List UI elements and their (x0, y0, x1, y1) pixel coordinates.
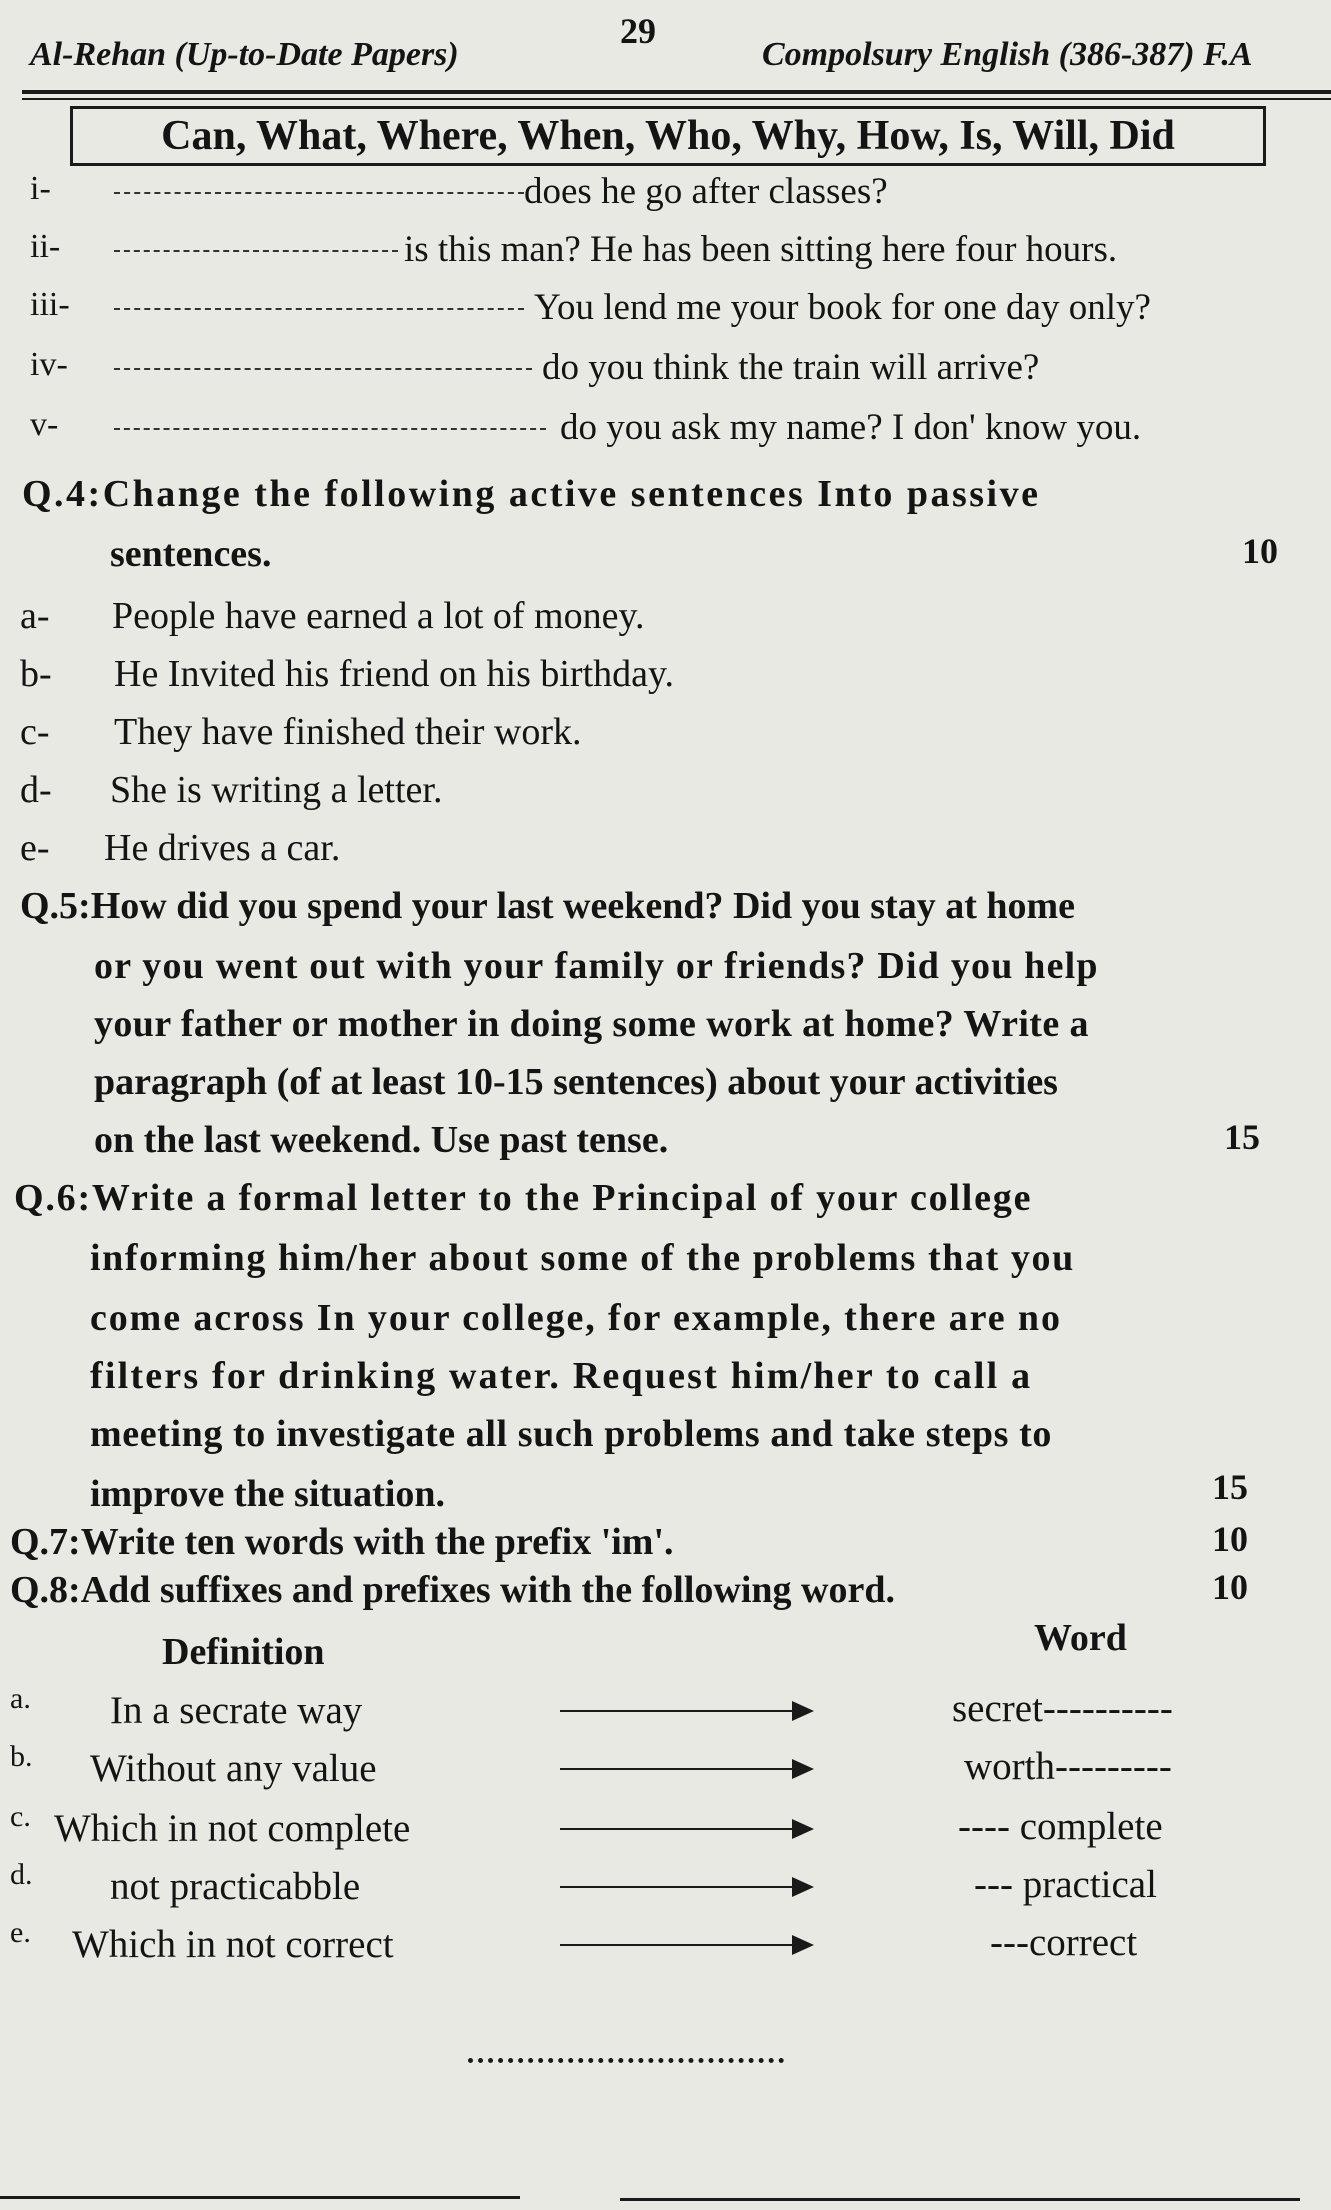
q4-item-label: a- (20, 595, 50, 637)
blank-line (114, 368, 532, 370)
row-definition: Which in not complete (54, 1807, 411, 1850)
gap-item-text: You lend me your book for one day only? (534, 287, 1151, 328)
row-definition: Without any value (90, 1747, 377, 1790)
row-label: d. (10, 1858, 33, 1891)
q4-item-label: e- (20, 827, 50, 869)
q6-line: meeting to investigate all such problems and take steps to (90, 1413, 1052, 1455)
definition-row (0, 1682, 1331, 1738)
header-publisher: Al-Rehan (Up-to-Date Papers) (30, 36, 459, 73)
q6-marks: 15 (1212, 1467, 1248, 1507)
footer-rule-right (620, 2198, 1300, 2201)
header-rule-thin (22, 98, 1331, 100)
gap-item (30, 406, 1330, 456)
gap-item-number: ii- (30, 228, 61, 265)
gap-item (30, 170, 1330, 220)
q5-line: your father or mother in doing some work at home? Write a (94, 1003, 1089, 1045)
row-definition: not practicabble (110, 1865, 361, 1908)
q4-item-text: They have finished their work. (114, 711, 582, 753)
gap-item-text: do you think the train will arrive? (542, 347, 1040, 388)
row-word: secret---------- (952, 1687, 1173, 1730)
q4-item-label: d- (20, 769, 52, 811)
q5-line: Q.5:How did you spend your last weekend? Did you stay at home (20, 885, 1076, 927)
q4-marks: 10 (1242, 531, 1278, 571)
q5-line: or you went out with your family or friends? Did you help (94, 945, 1099, 987)
row-label: b. (10, 1740, 33, 1773)
blank-line (114, 308, 524, 310)
q8-text: Q.8:Add suffixes and prefixes with the following word. (10, 1569, 895, 1611)
q6-line: informing him/her about some of the problems that you (90, 1237, 1075, 1279)
definition-row (0, 1858, 1331, 1914)
q6-line: improve the situation. (90, 1473, 446, 1515)
row-label: c. (10, 1800, 31, 1833)
definition-row (0, 1800, 1331, 1856)
arrow-icon (560, 1944, 810, 1946)
row-word: ---- complete (958, 1805, 1163, 1848)
row-word: --- practical (974, 1863, 1157, 1906)
gap-item-number: iv- (30, 346, 68, 383)
gap-item (30, 286, 1330, 336)
blank-line (114, 250, 398, 252)
q5-line: paragraph (of at least 10-15 sentences) about your activities (94, 1061, 1058, 1103)
question-words-box: Can, What, Where, When, Who, Why, How, Is, Will, Did (70, 106, 1266, 166)
q4-item-text: He Invited his friend on his birthday. (114, 653, 675, 695)
q7-marks: 10 (1212, 1519, 1248, 1559)
arrow-icon (560, 1710, 810, 1712)
gap-item-number: i- (30, 170, 51, 207)
gap-item-text: do you ask my name? I don' know you. (560, 407, 1142, 448)
q7-text: Q.7:Write ten words with the prefix 'im'. (10, 1521, 674, 1563)
q4-title: Q.4:Change the following active sentences Into passive (22, 473, 1041, 515)
blank-line (114, 428, 546, 430)
end-dotted-divider (468, 2058, 784, 2063)
row-word: ---correct (990, 1921, 1138, 1964)
q4-item-label: b- (20, 653, 52, 695)
gap-item-number: iii- (30, 286, 70, 323)
q4-item-text: She is writing a letter. (110, 769, 443, 811)
q4-title-cont: sentences. (110, 533, 272, 575)
blank-line (114, 192, 524, 194)
q4-item-label: c- (20, 711, 50, 753)
definition-row (0, 1740, 1331, 1796)
q6-line: filters for drinking water. Request him/her to call a (90, 1355, 1033, 1397)
row-label: a. (10, 1682, 31, 1715)
q8-marks: 10 (1212, 1567, 1248, 1607)
arrow-icon (560, 1828, 810, 1830)
q4-item-text: People have earned a lot of money. (112, 595, 645, 637)
col-header-definition: Definition (162, 1631, 325, 1673)
gap-item-text: does he go after classes? (524, 171, 888, 212)
q5-marks: 15 (1224, 1117, 1260, 1157)
gap-item-number: v- (30, 406, 59, 443)
footer-rule-left (0, 2196, 520, 2199)
row-label: e. (10, 1916, 31, 1949)
q5-line: on the last weekend. Use past tense. (94, 1119, 669, 1161)
row-definition: Which in not correct (72, 1923, 394, 1966)
page-number: 29 (620, 11, 656, 51)
gap-item (30, 346, 1330, 396)
definition-row (0, 1916, 1331, 1972)
header-subject: Compolsury English (386-387) F.A (762, 36, 1253, 73)
gap-item-text: is this man? He has been sitting here four hours. (404, 229, 1118, 270)
col-header-word: Word (1034, 1617, 1127, 1659)
gap-item (30, 228, 1330, 278)
arrow-icon (560, 1886, 810, 1888)
q6-line: Q.6:Write a formal letter to the Principal of your college (14, 1177, 1033, 1219)
header-rule-thick (22, 90, 1331, 94)
q6-line: come across In your college, for example, there are no (90, 1297, 1062, 1339)
row-definition: In a secrate way (110, 1689, 363, 1732)
arrow-icon (560, 1768, 810, 1770)
q4-item-text: He drives a car. (104, 827, 341, 869)
row-word: worth--------- (964, 1745, 1172, 1788)
